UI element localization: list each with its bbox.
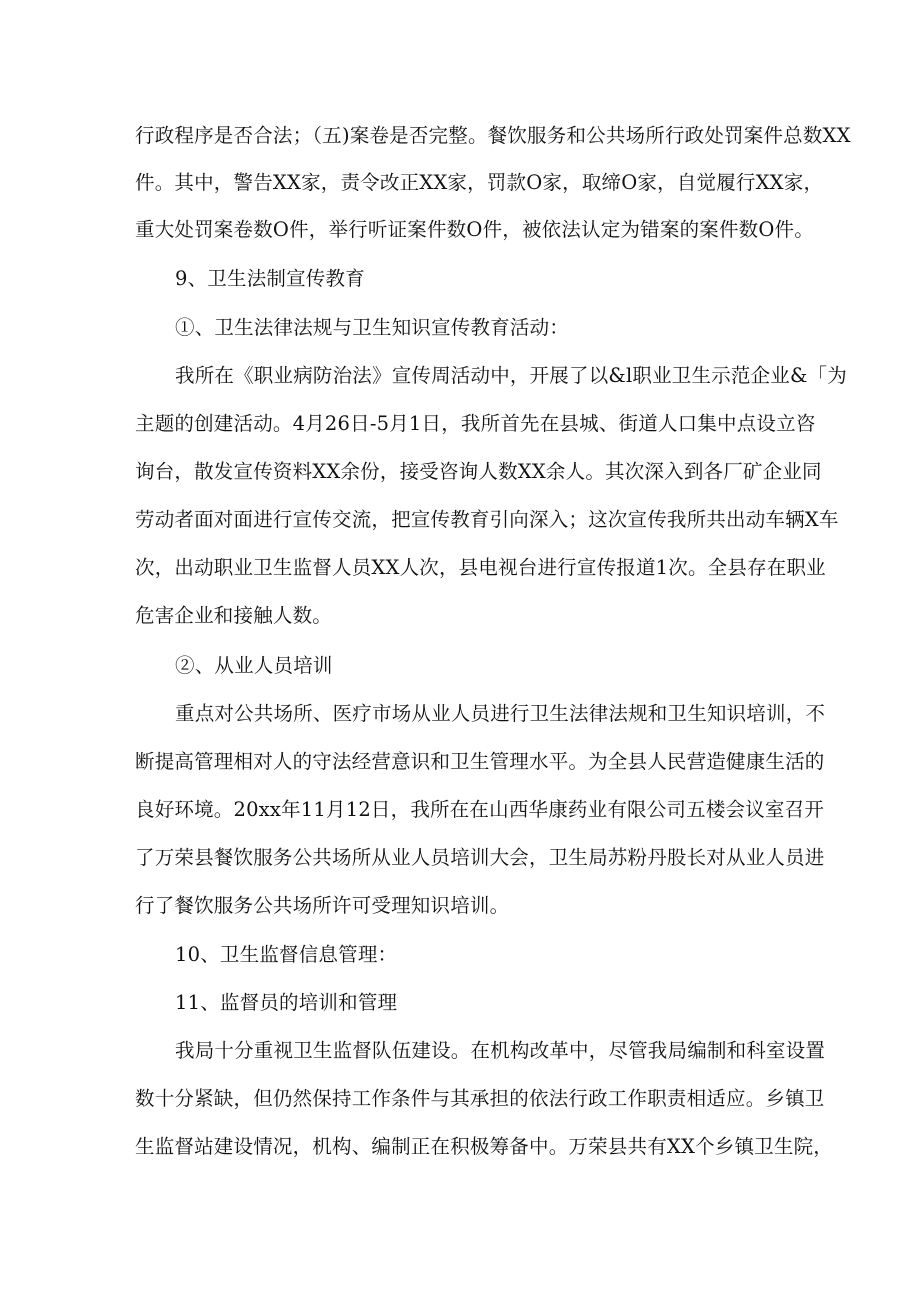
subsection-heading: ①、卫生法律法规与卫生知识宣传教育活动： bbox=[175, 316, 570, 339]
paragraph-line: 询台，散发宣传资料XX余份，接受咨询人数XX余人。其次深入到各厂矿企业同 bbox=[135, 460, 822, 483]
paragraph-line: 件。其中，警告XX家，责令改正XX家，罚款O家，取缔O家，自觉履行XX家， bbox=[135, 171, 824, 194]
paragraph-line: 我局十分重视卫生监督队伍建设。在机构改革中，尽管我局编制和科室设置 bbox=[175, 1039, 826, 1062]
section-heading: 11、监督员的培训和管理 bbox=[175, 991, 398, 1014]
paragraph-line: 生监督站建设情况，机构、编制正在积极筹备中。万荣县共有XX个乡镇卫生院， bbox=[135, 1135, 833, 1158]
paragraph-line: 行政程序是否合法；（五)案卷是否完整。餐饮服务和公共场所行政处罚案件总数XX bbox=[135, 124, 851, 147]
paragraph-line: 数十分紧缺，但仍然保持工作条件与其承担的依法行政工作职责相适应。乡镇卫 bbox=[135, 1087, 825, 1110]
section-heading: 10、卫生监督信息管理： bbox=[175, 943, 398, 966]
paragraph-line: 次，出动职业卫生监督人员XX人次，县电视台进行宣传报道1次。全县存在职业 bbox=[135, 556, 826, 579]
paragraph-line: 危害企业和接触人数。 bbox=[135, 604, 333, 627]
paragraph-line: 我所在《职业病防治法》宣传周活动中，开展了以&l职业卫生示范企业&「为 bbox=[175, 364, 847, 387]
paragraph-line: 主题的创建活动。4月26日-5月1日，我所首先在县城、街道人口集中点设立咨 bbox=[135, 412, 816, 435]
paragraph-line: 行了餐饮服务公共场所许可受理知识培训。 bbox=[135, 894, 510, 917]
section-heading: 9、卫生法制宣传教育 bbox=[175, 267, 365, 290]
paragraph-line: 良好环境。20xx年11月12日，我所在在山西华康药业有限公司五楼会议室召开 bbox=[135, 798, 825, 821]
paragraph-line: 重点对公共场所、医疗市场从业人员进行卫生法律法规和卫生知识培训，不 bbox=[175, 702, 826, 725]
paragraph-line: 重大处罚案卷数O件，举行听证案件数O件，被依法认定为错案的案件数O件。 bbox=[135, 218, 814, 241]
paragraph-line: 了万荣县餐饮服务公共场所从业人员培训大会，卫生局苏粉丹股长对从业人员进 bbox=[135, 846, 825, 869]
subsection-heading: ②、从业人员培训 bbox=[175, 654, 333, 677]
paragraph-line: 断提高管理相对人的守法经营意识和卫生管理水平。为全县人民营造健康生活的 bbox=[135, 750, 825, 773]
paragraph-line: 劳动者面对面进行宣传交流，把宣传教育引向深入；这次宣传我所共出动车辆X车 bbox=[135, 508, 839, 531]
